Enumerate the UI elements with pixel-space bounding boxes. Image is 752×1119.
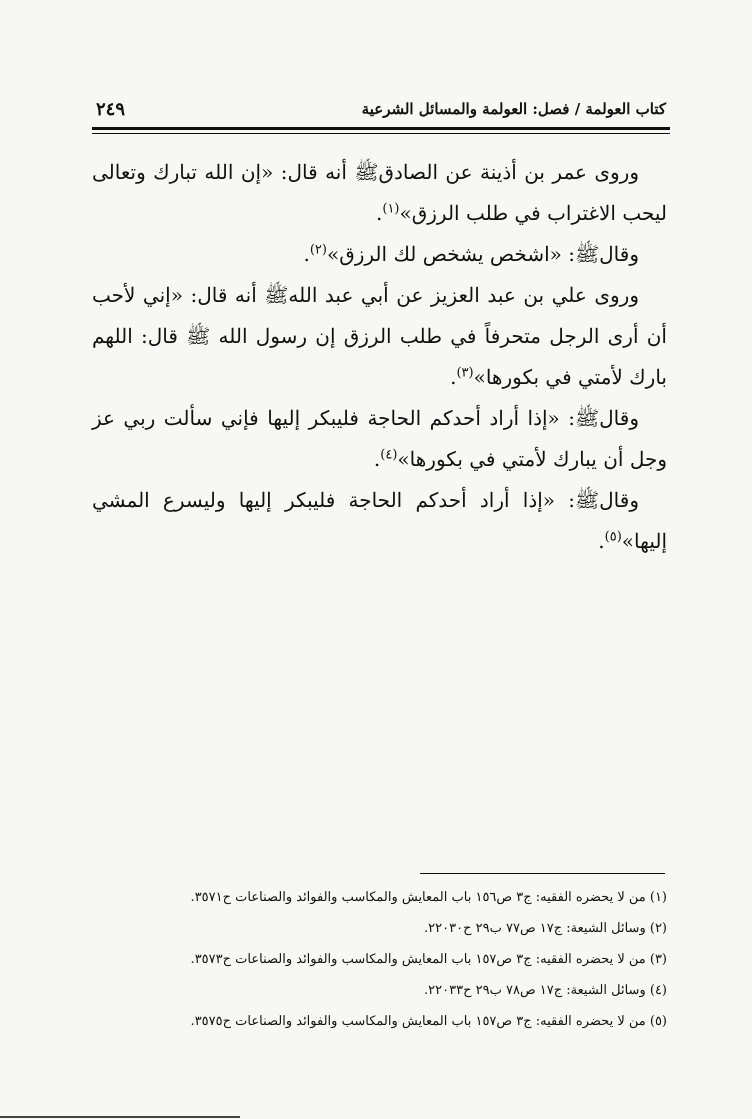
footnotes	[140, 882, 667, 1037]
paragraph-text: وروى عمر بن أذينة عن الصادقﷺ أنه قال: «إن الله تبارك وتعالى ليحب الاغتراب في طلب الرزق»	[92, 160, 667, 225]
header-title: كتاب العولمة / فصل: العولمة والمسائل الشرعية	[361, 100, 666, 118]
paragraph-end: .	[598, 529, 605, 553]
paragraph-text: وقالﷺ: «إذا أراد أحدكم الحاجة فليبكر إليها وليسرع المشي إليها»	[92, 488, 667, 553]
paragraph	[92, 152, 667, 234]
main-text	[92, 152, 667, 562]
footnote: (٣) من لا يحضره الفقيه: ج٣ ص١٥٧ باب المعايش والمكاسب والفوائد والصناعات ح٣٥٧٣.	[190, 952, 667, 967]
footnote: (٤) وسائل الشيعة: ج١٧ ص٧٨ ب٢٩ ح٢٢٠٣٣.	[424, 983, 667, 998]
footnote-ref: (٥)	[604, 529, 622, 545]
paragraph	[92, 398, 667, 480]
header-rule-thick	[92, 127, 670, 130]
footnote-ref: (٢)	[309, 242, 327, 258]
footnote-separator	[420, 873, 665, 874]
paragraph-end: .	[450, 365, 457, 389]
paragraph-end: .	[303, 242, 310, 266]
header-rule-thin	[92, 133, 670, 134]
paragraph	[92, 234, 667, 275]
footnote-ref: (١)	[382, 201, 400, 217]
page-number: ٢٤٩	[96, 98, 126, 120]
paragraph-text: وروى علي بن عبد العزيز عن أبي عبد اللهﷺ أنه قال: «إني لأحب أن أرى الرجل متحرفاً في طلب الرزق إن رسول الله ﷺ قال: اللهم بارك لأمتي في بكورها»	[92, 283, 667, 389]
footnote-ref: (٣)	[456, 365, 474, 381]
paragraph	[92, 480, 667, 562]
paragraph-text: وقالﷺ: «إذا أراد أحدكم الحاجة فليبكر إليها فإني سألت ربي عز وجل أن يبارك لأمتي في بكورها»	[92, 406, 667, 471]
paragraph	[92, 275, 667, 398]
paragraph-end: .	[373, 447, 381, 471]
footnote: (١) من لا يحضره الفقيه: ج٣ ص١٥٦ باب المعايش والمكاسب والفوائد والصناعات ح٣٥٧١.	[190, 890, 667, 905]
paragraph-text: وقالﷺ: «اشخص يشخص لك الرزق»	[326, 242, 639, 266]
footnote: (٥) من لا يحضره الفقيه: ج٣ ص١٥٧ باب المعايش والمكاسب والفوائد والصناعات ح٣٥٧٥.	[190, 1014, 667, 1029]
scan-edge-line	[0, 1116, 240, 1118]
footnote-ref: (٤)	[380, 447, 398, 463]
footnote: (٢) وسائل الشيعة: ج١٧ ص٧٧ ب٢٩ ح٢٢٠٣٠.	[424, 921, 667, 936]
paragraph-end: .	[376, 201, 383, 225]
running-header	[96, 94, 666, 124]
